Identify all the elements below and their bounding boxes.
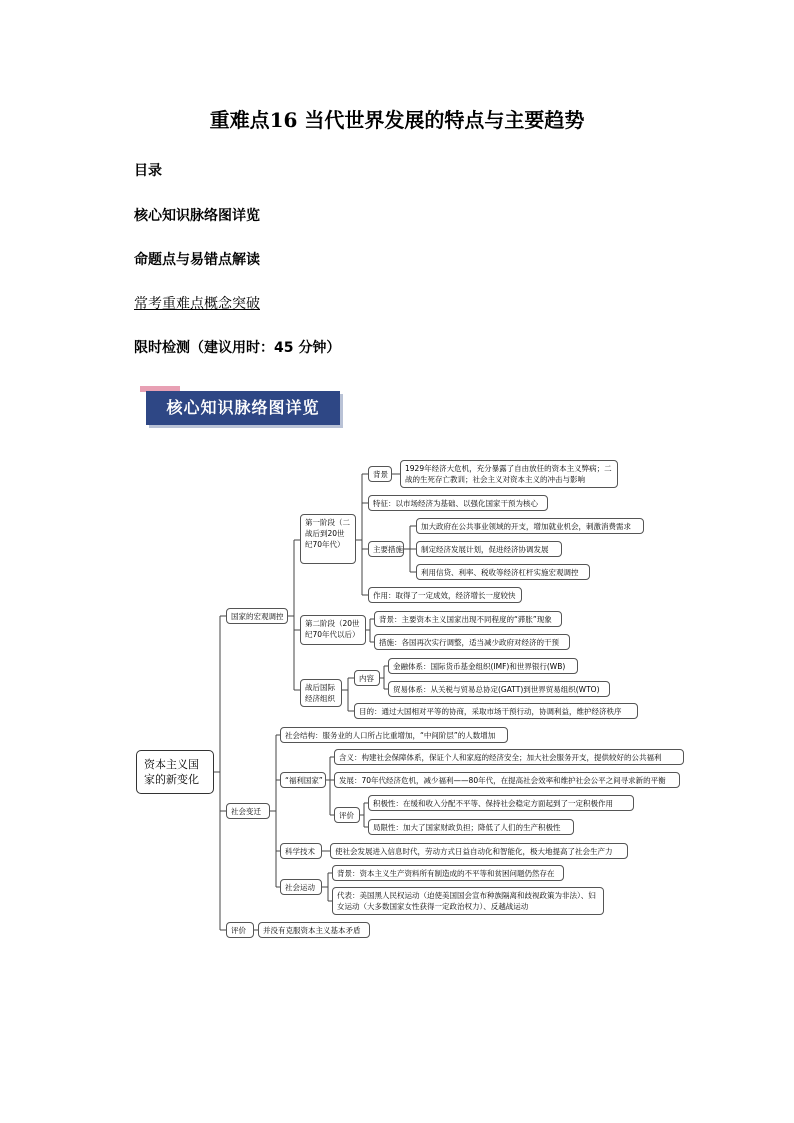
node-welfare-meaning: 含义：构建社会保障体系，保证个人和家庭的经济安全；加大社会服务开支，提供较好的公共福利	[334, 749, 684, 765]
node-macro-control: 国家的宏观调控	[226, 608, 288, 624]
node-financial-system: 金融体系：国际货币基金组织(IMF)和世界银行(WB)	[388, 658, 578, 674]
node-stage1-background: 1929年经济大危机，充分暴露了自由放任的资本主义弊病；二战的生死存亡教训；社会主义对资本主义的冲击与影响	[400, 460, 618, 488]
node-stage1-feature: 特征：以市场经济为基础、以强化国家干预为核心	[368, 495, 548, 511]
node-science-tech: 科学技术	[280, 843, 322, 859]
node-content: 内容	[354, 670, 380, 686]
node-welfare-development: 发展：70年代经济危机，减少福利——80年代，在提高社会效率和维护社会公平之间寻求新的平衡	[334, 772, 680, 788]
toc-heading: 目录	[134, 163, 162, 179]
toc-item-concepts-link[interactable]: 常考重难点概念突破	[134, 296, 260, 312]
node-social-movement: 社会运动	[280, 879, 322, 895]
node-purpose: 目的：通过大国相对平等的协商，采取市场干预行动，协调利益，维护经济秩序	[354, 703, 638, 719]
toc-item-timed-test[interactable]: 限时检测（建议用时：45 分钟）	[134, 340, 341, 356]
node-stage1-background-label: 背景	[368, 466, 392, 482]
node-social-change: 社会变迁	[226, 803, 270, 819]
node-trade-system: 贸易体系：从关税与贸易总协定(GATT)到世界贸易组织(WTO)	[388, 681, 610, 697]
node-measure-3: 利用信贷、利率、税收等经济杠杆实施宏观调控	[416, 564, 590, 580]
node-stage2-measures: 措施：各国再次实行调整，适当减少政府对经济的干预	[374, 634, 570, 650]
node-stage1-effect: 作用：取得了一定成效，经济增长一度较快	[368, 587, 522, 603]
node-measure-2: 制定经济发展计划，促进经济协调发展	[416, 541, 562, 557]
node-positive: 积极性：在缓和收入分配不平等、保持社会稳定方面起到了一定积极作用	[368, 795, 634, 811]
node-movement-background: 背景：资本主义生产资料所有制造成的不平等和贫困问题仍然存在	[332, 865, 564, 881]
section-banner: 核心知识脉络图详览	[146, 391, 340, 425]
mindmap-root: 资本主义国家的新变化	[136, 750, 214, 794]
node-stage2-background: 背景：主要资本主义国家出现不同程度的“滞胀”现象	[374, 611, 562, 627]
node-welfare-state: “福利国家”	[280, 772, 326, 788]
node-social-structure: 社会结构：服务业的人口所占比重增加，“中间阶层”的人数增加	[280, 727, 508, 743]
node-measure-1: 加大政府在公共事业领域的开支，增加就业机会，刺激消费需求	[416, 518, 644, 534]
node-tech-text: 使社会发展进入信息时代，劳动方式日益自动化和智能化，极大地提高了社会生产力	[330, 843, 628, 859]
toc-item-knowledge-map[interactable]: 核心知识脉络图详览	[134, 208, 260, 224]
node-evaluation-text: 并没有克服资本主义基本矛盾	[258, 922, 370, 938]
node-main-measures: 主要措施	[368, 541, 404, 557]
node-evaluation: 评价	[226, 922, 254, 938]
node-limitation: 局限性：加大了国家财政负担；降低了人们的生产积极性	[368, 819, 574, 835]
toc-item-proposition[interactable]: 命题点与易错点解读	[134, 252, 260, 268]
node-welfare-evaluation: 评价	[334, 807, 360, 823]
node-intl-economic-org: 战后国际经济组织	[300, 679, 342, 707]
page-title: 重难点16 当代世界发展的特点与主要趋势	[209, 108, 585, 132]
node-stage-1: 第一阶段（二战后到20世纪70年代）	[300, 514, 356, 564]
node-stage-2: 第二阶段（20世纪70年代以后）	[300, 615, 366, 645]
node-movement-representatives: 代表：美国黑人民权运动（迫使美国国会宣布种族隔离和歧视政策为非法）、妇女运动（大多数国家女性获得一定政治权力）、反越战运动	[332, 887, 604, 915]
